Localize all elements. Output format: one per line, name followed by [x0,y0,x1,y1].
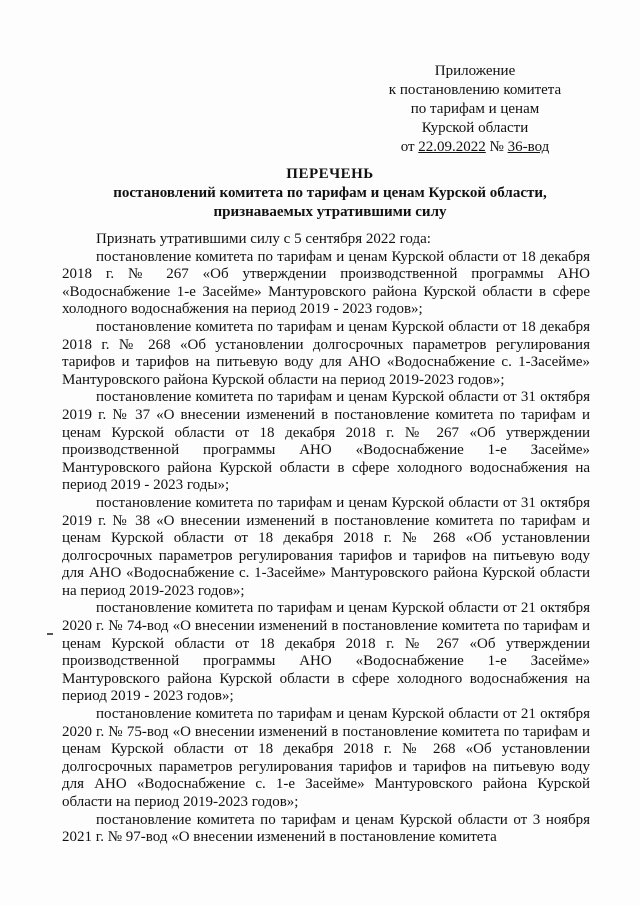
list-item: постановление комитета по тарифам и ценам Курской области от 18 декабря 2018 г. № 267 «Об утверждении производственной программы АНО «Водоснабжение 1-е Засейме» Мантуровского района Курской области в сфере холодного водоснабжения на период 2019 - 2023 годов»; [62,248,590,318]
document-body [62,231,590,847]
title-subtitle-line-2: признаваемых утратившими силу [213,204,447,220]
intro-paragraph: Признать утратившими силу с 5 сентября 2022 года: [96,231,431,247]
list-item: постановление комитета по тарифам и ценам Курской области от 18 декабря 2018 г. № 268 «Об установлении долгосрочных параметров регулирования тарифов и тарифов на питьевую воду для АНО «Водоснабжение с. 1-Засейме» Мантуровского района Курской области на период 2019-2023 годов»; [62,318,590,388]
document-title [40,165,620,222]
number-sign: № [485,139,508,155]
appendix-line-4: Курской области [421,120,529,136]
appendix-date-line [360,138,590,157]
list-item: постановление комитета по тарифам и ценам Курской области от 21 октября 2020 г. № 74-вод «О внесении изменений в постановление комитета по тарифам и ценам Курской области от 18 декабря 2018 г. № 267 «Об утверждении производственной программы АНО «Водоснабжение 1-е Засейме» Мантуровского района Курской области в сфере холодного водоснабжения на период 2019 - 2023 годов»; [62,600,590,705]
title-subtitle-line-1: постановлений комитета по тарифам и ценам Курской области, [113,185,547,201]
appendix-line-2: к постановлению комитета [388,82,562,98]
list-item: постановление комитета по тарифам и ценам Курской области от 31 октября 2019 г. № 37 «О внесении изменений в постановление комитета по тарифам и ценам Курской области от 18 декабря 2018 г. № 267 «Об утверждении производственной программы АНО «Водоснабжение 1-е Засейме» Мантуровского района Курской области в сфере холодного водоснабжения на период 2019 - 2023 годы»; [62,389,590,494]
scan-mark [47,633,53,635]
list-item: постановление комитета по тарифам и ценам Курской области от 21 октября 2020 г. № 75-вод «О внесении изменений в постановление комитета по тарифам и ценам Курской области от 18 декабря 2018 г. № 268 «Об установлении долгосрочных параметров регулирования тарифов и тарифов на питьевую воду для АНО «Водоснабжение с. 1-е Засейме» Мантуровского района Курской области на период 2019-2023 годов»; [62,706,590,810]
appendix-block [360,62,590,157]
date-prefix: от [400,139,419,155]
resolution-number: 36-вод [507,139,550,155]
list-item: постановление комитета по тарифам и ценам Курской области от 31 октября 2019 г. № 38 «О внесении изменений в постановление комитета по тарифам и ценам Курской области от 18 декабря 2018 г. № 268 «Об установлении долгосрочных параметров регулирования тарифов и тарифов на питьевую воду для АНО «Водоснабжение с. 1-Засейме» Мантуровского района Курской области на период 2019-2023 годов»; [62,494,590,599]
appendix-line-3: по тарифам и ценам [410,101,540,117]
appendix-line-1: Приложение [434,63,516,79]
list-item: постановление комитета по тарифам и ценам Курской области от 3 ноября 2021 г. № 97-вод «О внесении изменений в постановление комитета [62,811,590,846]
title-heading: ПЕРЕЧЕНЬ [286,166,374,182]
resolution-date: 22.09.2022 [418,139,486,155]
